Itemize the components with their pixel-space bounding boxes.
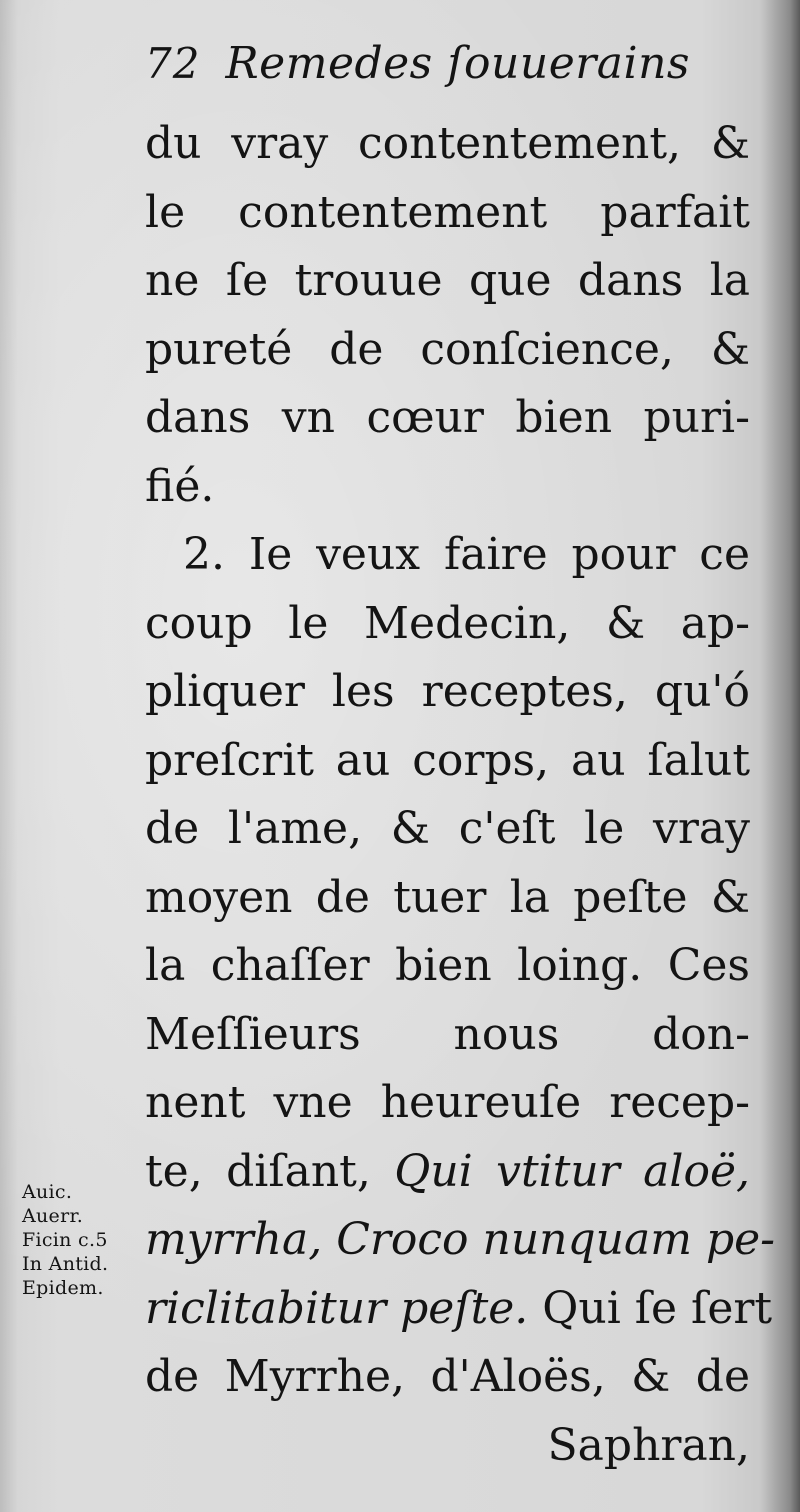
text-line: de l'ame, & c'eſt le vray: [145, 803, 750, 854]
latin-quotation: Qui vtitur aloë,: [394, 1145, 750, 1197]
page-header: [145, 38, 705, 108]
margin-note: Auerr.: [22, 1205, 84, 1227]
catchword: Saphran,: [547, 1419, 750, 1471]
text-line: preſcrit au corps, au ſalut: [145, 734, 750, 786]
text-line: [145, 1138, 750, 1207]
latin-quotation: riclitabitur peſte.: [145, 1282, 529, 1334]
text-line: fié.: [145, 460, 215, 512]
page-number: 72: [145, 39, 201, 88]
paragraph-start-line: 2. Ie veux faire pour ce: [183, 529, 750, 580]
text-line: pureté de conſcience, &: [145, 323, 750, 375]
text-line: la chaſſer bien loing. Ces: [145, 940, 750, 991]
margin-note: Epidem.: [22, 1277, 104, 1299]
margin-note: Ficin c.5: [22, 1229, 108, 1251]
text-line: coup le Medecin, & ap-: [145, 597, 750, 649]
text-line: du vray contentement, &: [145, 118, 750, 169]
text-line: dans vn cœur bien puri-: [145, 392, 750, 443]
text-line: le contentement parfait: [145, 186, 750, 238]
text-line: pliquer les receptes, qu'ó: [145, 666, 750, 717]
text-line: ne ſe trouue que dans la: [145, 255, 750, 306]
margin-note: In Antid.: [22, 1253, 109, 1275]
text-run: Qui ſe ſert: [542, 1282, 773, 1334]
text-line: nent vne heureuſe recep-: [145, 1077, 750, 1128]
margin-notes: [22, 1180, 142, 1300]
text-run: te, diſant,: [145, 1145, 371, 1197]
text-line: de Myrrhe, d'Aloës, & de: [145, 1351, 750, 1402]
main-text: [145, 110, 776, 1480]
latin-quotation-line: myrrha, Croco nunquam pe-: [145, 1214, 776, 1265]
text-line: Meſſieurs nous don-: [145, 1008, 750, 1060]
margin-note: Auic.: [22, 1181, 73, 1203]
text-line: [145, 1275, 773, 1344]
text-line: moyen de tuer la peſte &: [145, 871, 750, 923]
running-title: Remedes ſouuerains: [225, 38, 690, 89]
